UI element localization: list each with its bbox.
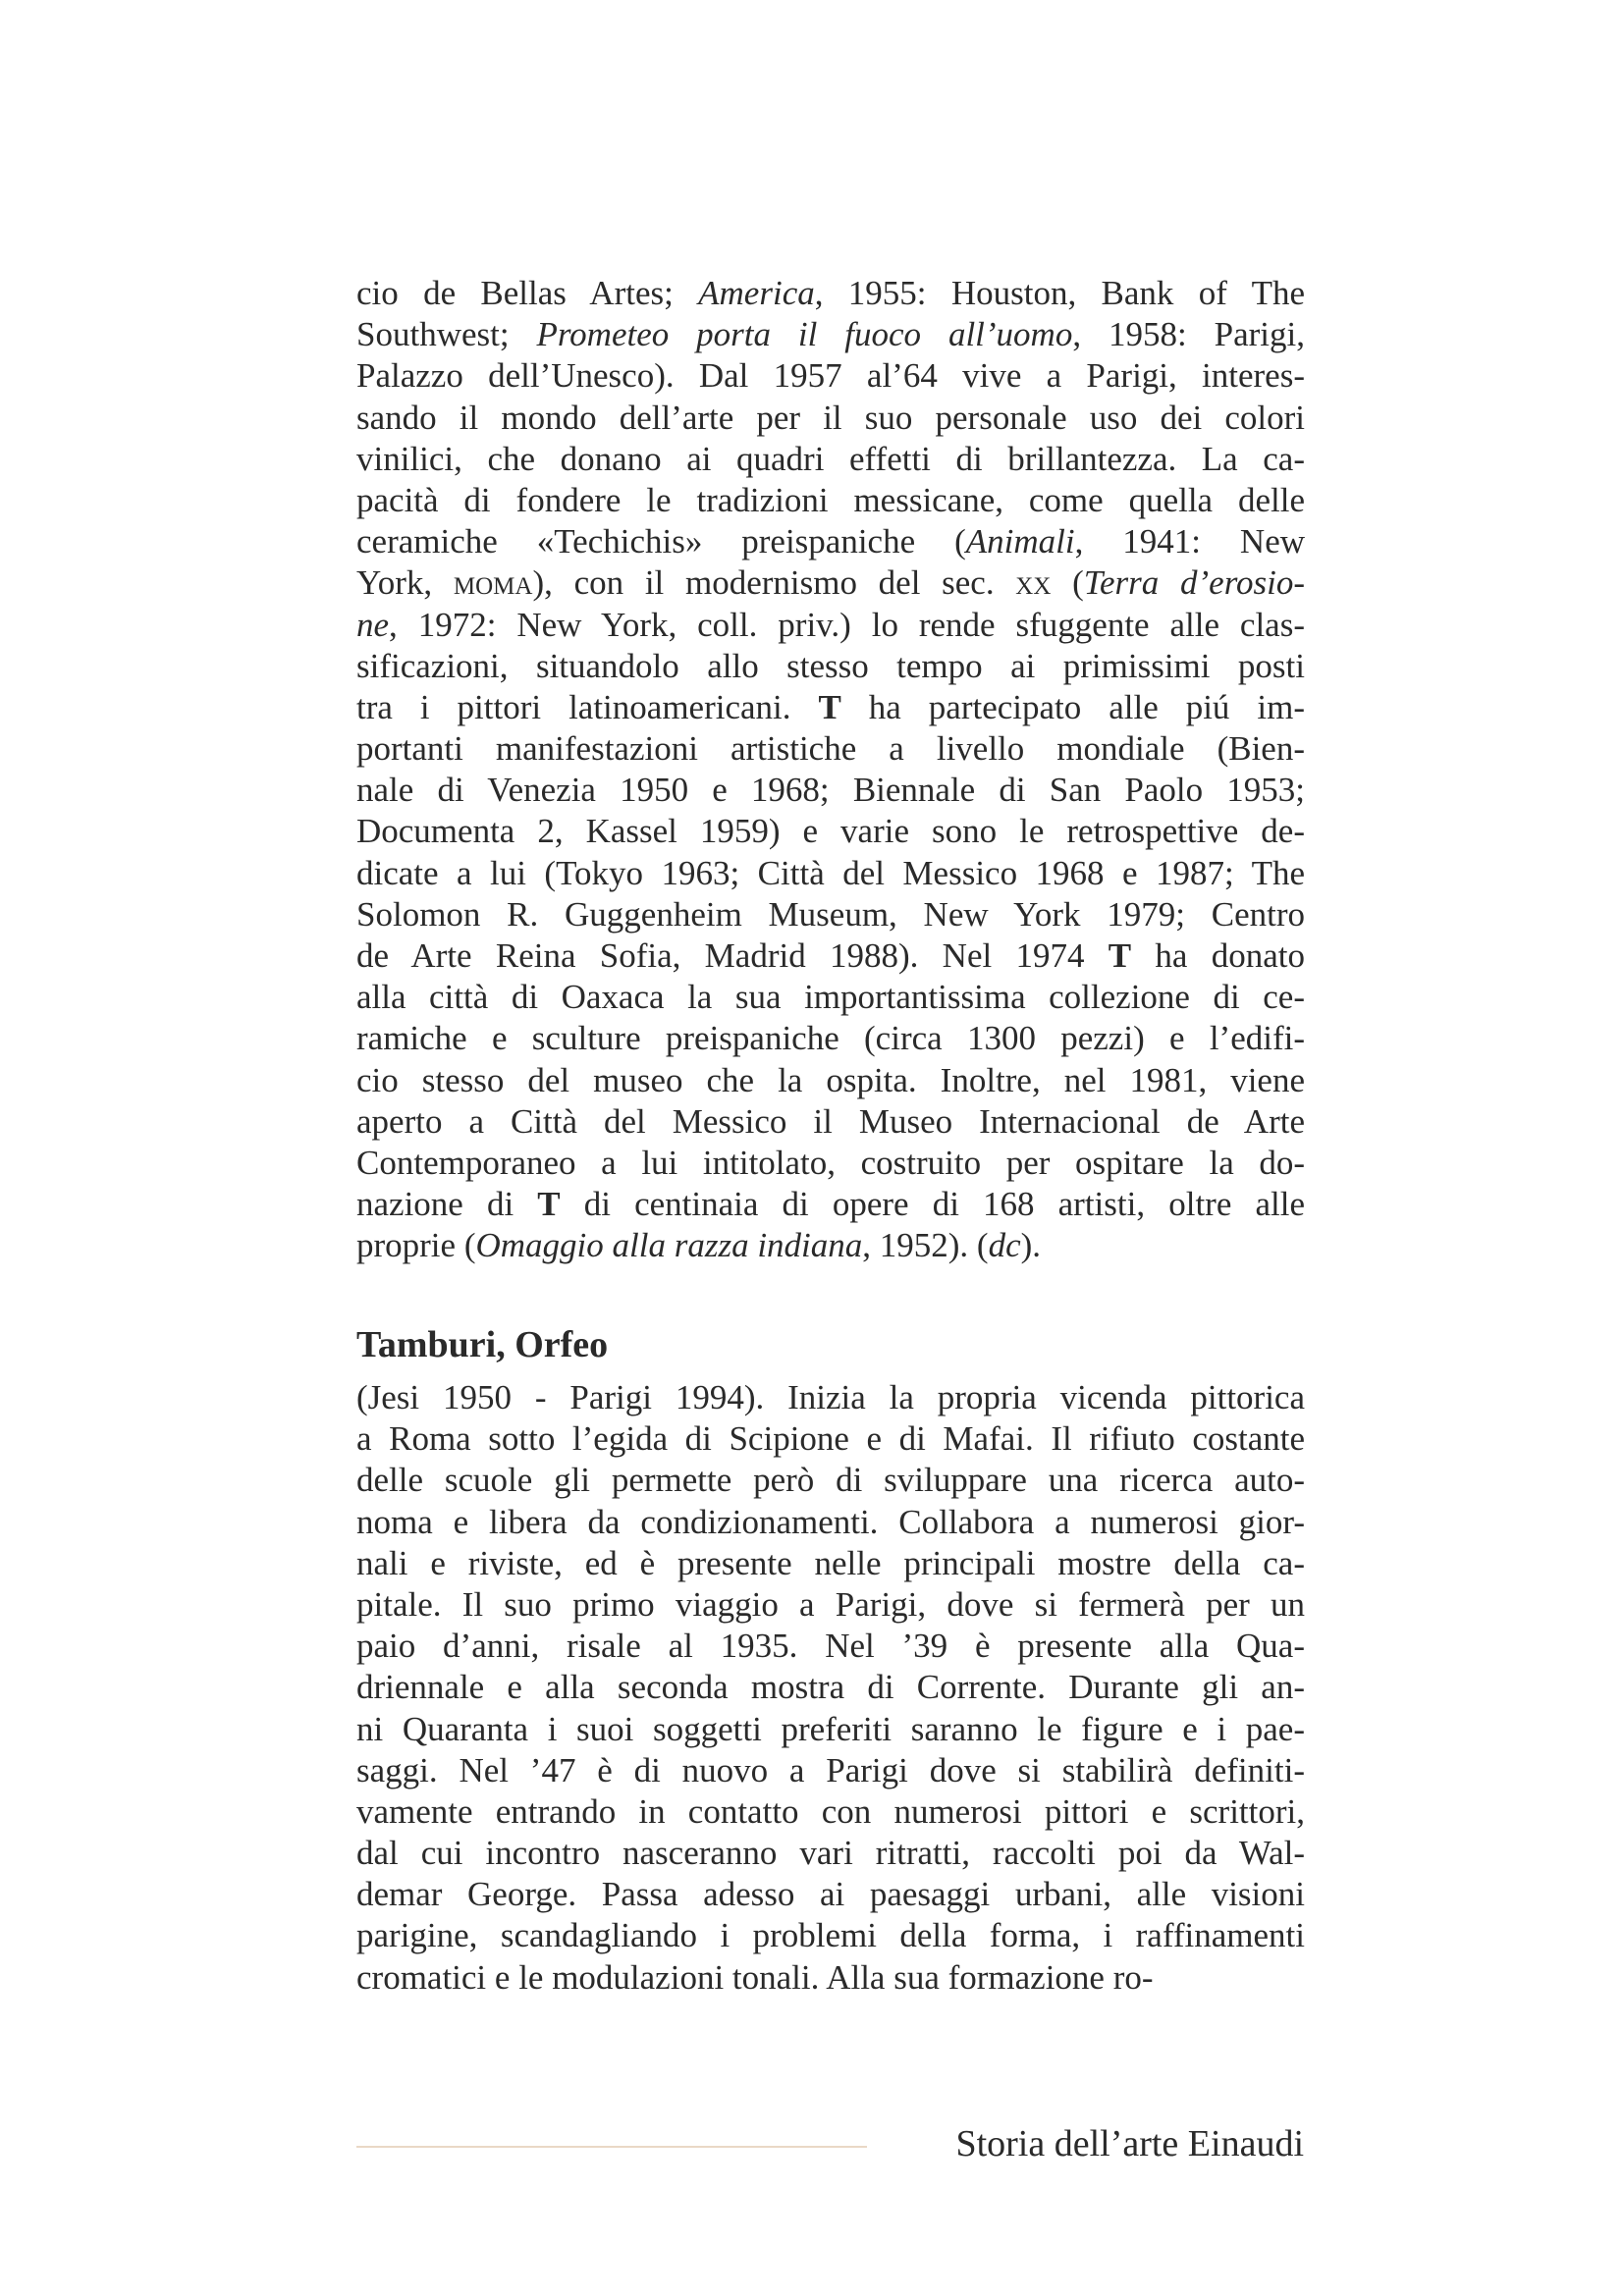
text-run: , 1955: Houston, Bank of The xyxy=(814,274,1305,312)
text-line xyxy=(356,1709,1305,1750)
text-line xyxy=(356,1377,1305,1418)
text-run: pitale. Il suo primo viaggio a Parigi, dove si fermerà per un xyxy=(356,1584,1305,1624)
entry-heading: Tamburi, Orfeo xyxy=(356,1324,609,1365)
text-line xyxy=(356,439,1305,480)
text-run: vamente entrando in contatto con numerosi pittori e scrittori, xyxy=(356,1791,1305,1831)
footer-rule xyxy=(356,2146,867,2148)
text-line xyxy=(356,355,1305,397)
text-line xyxy=(356,770,1305,811)
text-run: dc xyxy=(988,1226,1021,1265)
text-run: paio d’anni, risale al 1935. Nel ’39 è presente alla Qua- xyxy=(356,1627,1305,1666)
text-line xyxy=(356,977,1305,1018)
text-run: Solomon R. Guggenheim Museum, New York 1979; Centro xyxy=(356,894,1305,934)
text-run: ceramiche «Techichis» preispaniche ( xyxy=(356,522,966,561)
text-line xyxy=(356,1915,1305,1956)
text-line xyxy=(356,1143,1305,1184)
text-run: Animali xyxy=(965,522,1075,561)
text-run: xx xyxy=(1015,563,1052,603)
text-line xyxy=(356,1184,1305,1225)
text-run: delle scuole gli permette però di sviluppare una ricerca auto- xyxy=(356,1461,1305,1500)
text-line xyxy=(356,1667,1305,1708)
text-run: portanti manifestazioni artistiche a livello mondiale (Bien- xyxy=(356,729,1305,769)
text-line xyxy=(356,480,1305,521)
text-run: parigine, scandagliando i problemi della forma, i raffinamenti xyxy=(356,1916,1305,1955)
text-line xyxy=(356,728,1305,770)
text-run: a Roma sotto l’egida di Scipione e di Mafai. Il rifiuto costante xyxy=(356,1419,1305,1459)
text-line xyxy=(356,687,1305,728)
text-run: saggi. Nel ’47 è di nuovo a Parigi dove si stabilirà definiti- xyxy=(356,1750,1305,1789)
text-run: ( xyxy=(1051,563,1084,603)
text-line xyxy=(356,1225,1305,1266)
text-run: Prometeo porta il fuoco all’uomo xyxy=(536,315,1073,354)
text-run: dal cui incontro nasceranno vari ritratti, raccolti poi da Wal- xyxy=(356,1834,1305,1873)
text-run: nazione di xyxy=(356,1185,538,1224)
text-run: T xyxy=(537,1185,561,1224)
text-run: sando il mondo dell’arte per il suo personale uso dei colori xyxy=(356,398,1305,437)
text-line xyxy=(356,811,1305,852)
text-run: ha donato xyxy=(1131,936,1305,975)
text-run: Omaggio alla razza indiana xyxy=(475,1226,863,1265)
text-line xyxy=(356,398,1305,439)
text-run: Documenta 2, Kassel 1959) e varie sono le retrospettive de- xyxy=(356,812,1305,851)
text-run: driennale e alla seconda mostra di Corrente. Durante gli an- xyxy=(356,1668,1305,1707)
text-run: de Arte Reina Sofia, Madrid 1988). Nel 1974 xyxy=(356,936,1109,975)
text-run: (Jesi 1950 - Parigi 1994). Inizia la propria vicenda pittorica xyxy=(356,1378,1305,1416)
footer-title: Storia dell’arte Einaudi xyxy=(955,2123,1304,2164)
text-run: ). xyxy=(1020,1226,1042,1265)
text-run: , 1952). ( xyxy=(862,1226,989,1265)
text-run: Palazzo dell’Unesco). Dal 1957 al’64 vive a Parigi, interes- xyxy=(356,356,1305,396)
text-run: nale di Venezia 1950 e 1968; Biennale di San Paolo 1953; xyxy=(356,771,1305,810)
text-line xyxy=(356,314,1305,355)
text-run: noma e libera da condizionamenti. Collabora a numerosi gior- xyxy=(356,1502,1305,1541)
text-run: pacità di fondere le tradizioni messicane, come quella delle xyxy=(356,480,1305,519)
text-line xyxy=(356,1750,1305,1791)
text-line xyxy=(356,1101,1305,1143)
text-run: , 1941: New xyxy=(1074,522,1306,561)
text-run: alla città di Oaxaca la sua importantissima collezione di ce- xyxy=(356,978,1305,1017)
text-run: ramiche e sculture preispaniche (circa 1300 pezzi) e l’edifi- xyxy=(356,1019,1305,1058)
text-run: nali e riviste, ed è presente nelle principali mostre della ca- xyxy=(356,1543,1305,1582)
entry-text-continued xyxy=(356,273,1305,1267)
text-run: , 1958: Parigi, xyxy=(1072,315,1305,354)
text-line xyxy=(356,1584,1305,1626)
text-line xyxy=(356,521,1305,562)
text-run: vinilici, che donano ai quadri effetti di brillantezza. La ca- xyxy=(356,439,1305,478)
text-run: ), con il modernismo del sec. xyxy=(532,563,1016,603)
text-line xyxy=(356,935,1305,977)
text-line xyxy=(356,1502,1305,1543)
text-run: di centinaia di opere di 168 artisti, oltre alle xyxy=(560,1185,1305,1224)
text-line xyxy=(356,1460,1305,1501)
text-run: dicate a lui (Tokyo 1963; Città del Messico 1968 e 1987; The xyxy=(356,853,1305,892)
text-run: York, xyxy=(356,563,454,603)
entry-text-tamburi xyxy=(356,1377,1305,1999)
text-run: America xyxy=(698,274,815,312)
text-run: , 1972: New York, coll. priv.) lo rende sfuggente alle clas- xyxy=(389,605,1305,644)
text-run: Contemporaneo a lui intitolato, costruito per ospitare la do- xyxy=(356,1143,1305,1182)
text-line xyxy=(356,1060,1305,1101)
text-run: T xyxy=(818,687,841,726)
text-run: tra i pittori latinoamericani. xyxy=(356,687,819,726)
text-line xyxy=(356,605,1305,646)
text-line xyxy=(356,562,1305,604)
text-line xyxy=(356,1543,1305,1584)
text-line xyxy=(356,1833,1305,1874)
text-line xyxy=(356,1626,1305,1667)
text-run: sificazioni, situandolo allo stesso tempo ai primissimi posti xyxy=(356,646,1305,685)
text-line xyxy=(356,1874,1305,1915)
text-run: aperto a Città del Messico il Museo Internacional de Arte xyxy=(356,1101,1305,1141)
text-run: Terra d’erosio- xyxy=(1083,563,1306,603)
text-run: demar George. Passa adesso ai paesaggi urbani, alle visioni xyxy=(356,1875,1305,1914)
text-line xyxy=(356,894,1305,935)
text-run: T xyxy=(1108,936,1132,975)
text-run: Southwest; xyxy=(356,315,537,354)
text-run: ha partecipato alle piú im- xyxy=(840,687,1305,726)
text-run: cio stesso del museo che la ospita. Inoltre, nel 1981, viene xyxy=(356,1060,1305,1099)
text-line xyxy=(356,1418,1305,1460)
text-run: proprie ( xyxy=(356,1226,476,1265)
text-run: cio de Bellas Artes; xyxy=(356,274,699,312)
text-run: ne xyxy=(356,605,390,644)
text-run: ni Quaranta i suoi soggetti preferiti saranno le figure e i pae- xyxy=(356,1709,1305,1748)
text-run: cromatici e le modulazioni tonali. Alla sua formazione ro- xyxy=(356,1957,1154,1997)
text-line xyxy=(356,1018,1305,1059)
text-line xyxy=(356,853,1305,894)
text-line xyxy=(356,646,1305,687)
text-line xyxy=(356,1957,1305,1999)
text-line xyxy=(356,273,1305,314)
text-run: moma xyxy=(453,563,533,603)
text-line xyxy=(356,1791,1305,1833)
